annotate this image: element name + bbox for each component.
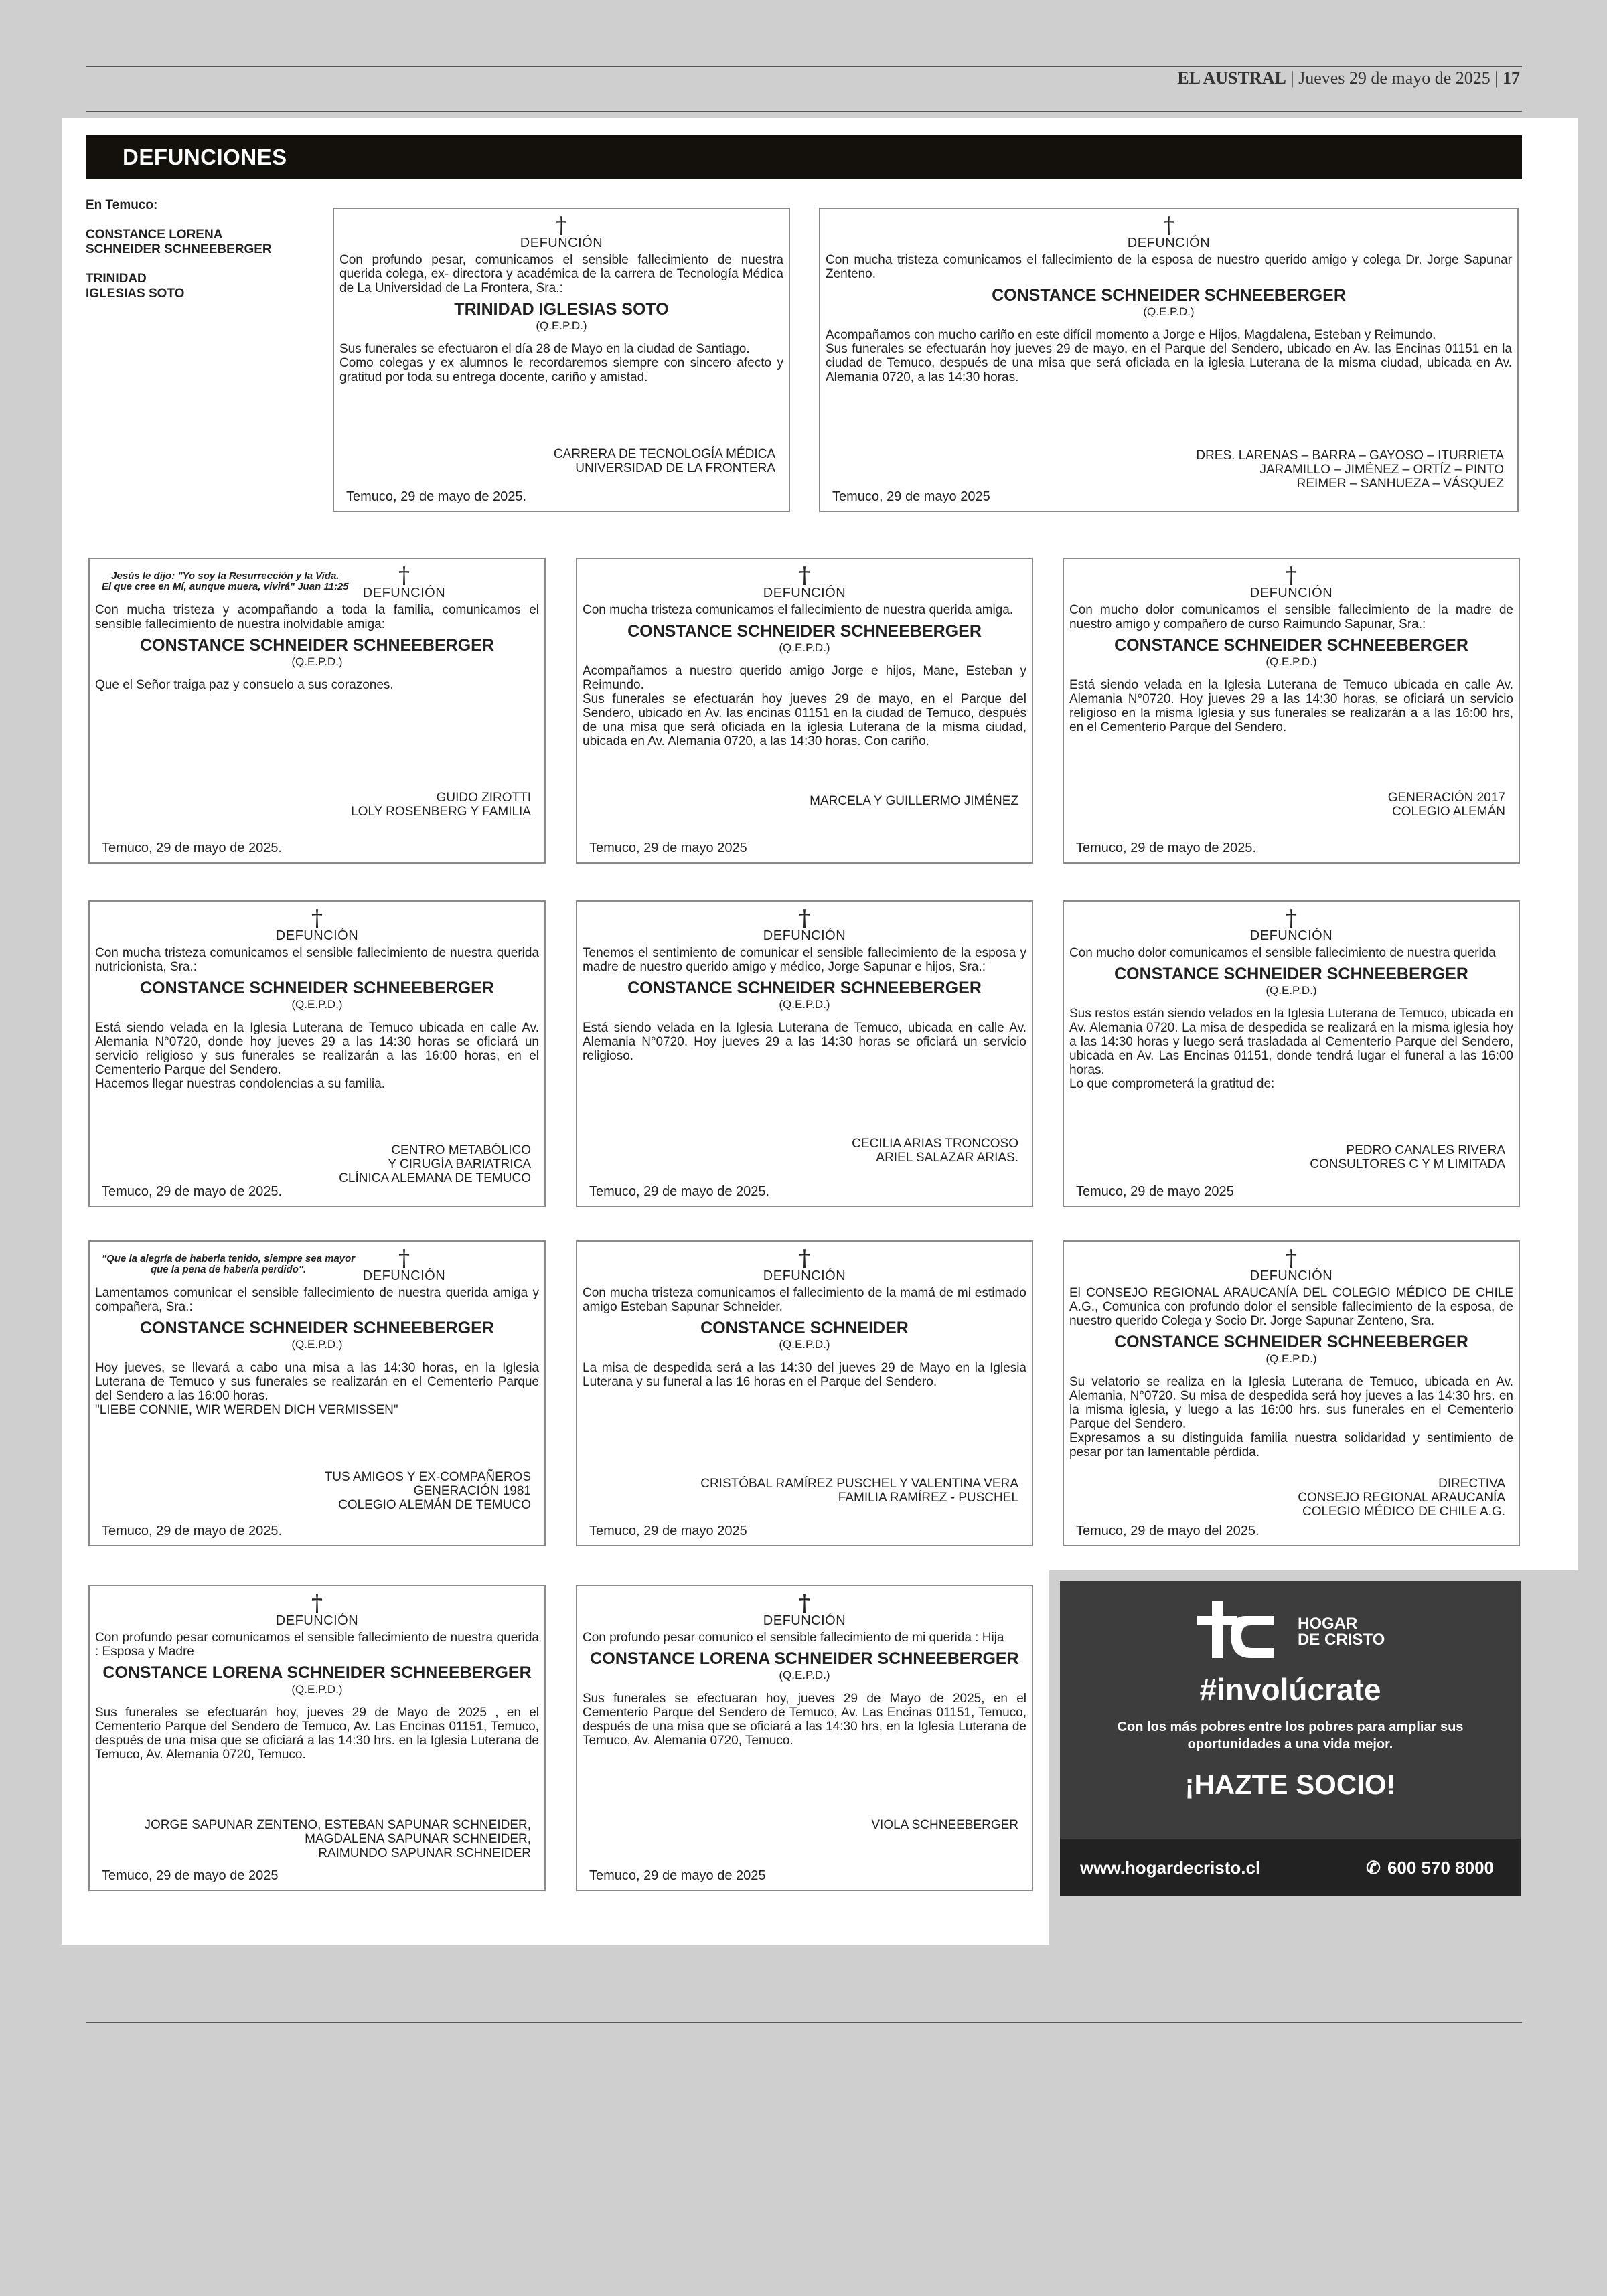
notice-signature: MARCELA Y GUILLERMO JIMÉNEZ — [810, 794, 1018, 808]
phone-icon: ✆ — [1366, 1858, 1381, 1878]
notice-heading: DEFUNCIÓN — [763, 1613, 846, 1628]
notice-content — [826, 213, 1512, 507]
notice-signature: GUIDO ZIROTTI LOLY ROSENBERG Y FAMILIA — [351, 791, 531, 819]
notice-date: Temuco, 29 de mayo 2025 — [832, 489, 990, 504]
notice-date: Temuco, 29 de mayo de 2025. — [1076, 841, 1257, 855]
notice-body: Su velatorio se realiza en la Iglesia Luterana de Temuco, ubicada en Av. Alemania, N°0720. Su misa de despedida será hoy jueves a las 14:30 hrs. en la misma iglesia, y luego a las 16:00 hrs. sus funerales en el Cementerio Parque del Sendero. Expresamos a su distinguida familia nuestra solidaridad y sentimiento de pesar por tan lamentable pérdida. — [1069, 1375, 1513, 1459]
notice-heading: DEFUNCIÓN — [275, 1613, 359, 1628]
hogar-de-cristo-ad[interactable] — [1060, 1581, 1521, 1896]
notice-body: Está siendo velada en la Iglesia Luterana de Temuco ubicada en calle Av. Alemania N°0720. Hoy jueves 29 a las 14:30 horas, se oficiará un servicio religioso en la misma Iglesia y sus funerales se realizarán a a las 16:00 hrs, en el Cementerio Parque del Sendero. — [1069, 678, 1513, 734]
notice-heading: DEFUNCIÓN — [1249, 928, 1333, 943]
index-entry: CONSTANCE LORENA SCHNEIDER SCHNEEBERGER — [86, 228, 272, 256]
top-rule — [86, 66, 1522, 67]
death-notice — [333, 208, 790, 512]
death-notice — [88, 1240, 546, 1546]
index-city: En Temuco: — [86, 198, 158, 212]
notice-heading: DEFUNCIÓN — [763, 1268, 846, 1283]
notice-intro: Con mucha tristeza comunicamos el fallecimiento de la mamá de mi estimado amigo Esteban Sapunar Schneider. — [583, 1286, 1026, 1314]
notice-body: Sus restos están siendo velados en la Iglesia Luterana de Temuco, ubicada en Av. Alemania 0720. La misa de despedida se realizará en la misma iglesia hoy a las 14:30 horas y luego será trasladada al Cementerio Parque del Sendero, ubicada en Av. Las Encinas 01151, donde tendrá lugar el funeral a las 16:00 horas. Lo que comprometerá la gratitud de: — [1069, 1007, 1513, 1091]
notice-signature: TUS AMIGOS Y EX-COMPAÑEROS GENERACIÓN 1981 COLEGIO ALEMÁN DE TEMUCO — [324, 1470, 531, 1512]
notice-signature: CENTRO METABÓLICO Y CIRUGÍA BARIATRICA CLÍNICA ALEMANA DE TEMUCO — [339, 1143, 531, 1185]
header-rule — [86, 111, 1522, 112]
deceased-name: CONSTANCE SCHNEIDER SCHNEEBERGER — [1114, 636, 1468, 655]
masthead: EL AUSTRAL | Jueves 29 de mayo de 2025 | 17 — [1177, 68, 1520, 88]
notice-content — [1069, 563, 1513, 858]
notice-intro: Tenemos el sentimiento de comunicar el sensible fallecimiento de la esposa y madre de nuestro querido amigo y médico, Jorge Sapunar e hijos, Sra.: — [583, 946, 1026, 974]
notice-content — [583, 563, 1026, 858]
newspaper-name: EL AUSTRAL — [1177, 68, 1286, 88]
cross-icon: † — [398, 562, 410, 589]
notice-intro: Lamentamos comunicar el sensible fallecimiento de nuestra querida amiga y compañera, Sra.: — [95, 1286, 539, 1314]
notice-signature: DIRECTIVA CONSEJO REGIONAL ARAUCANÍA COLEGIO MÉDICO DE CHILE A.G. — [1298, 1477, 1505, 1519]
notice-content — [95, 1590, 539, 1886]
notice-content — [1069, 1246, 1513, 1541]
notice-intro: Con profundo pesar, comunicamos el sensible fallecimiento de nuestra querida colega, ex- directora y académica de la carrera de Tecnología Médica de La Universidad de La Frontera, Sra.: — [339, 253, 783, 295]
notice-intro: Con mucha tristeza comunicamos el sensible fallecimiento de nuestra querida nutricionista, Sra.: — [95, 946, 539, 974]
notice-date: Temuco, 29 de mayo de 2025 — [102, 1868, 279, 1883]
qepd-label: (Q.E.P.D.) — [1266, 655, 1317, 668]
notice-signature: DRES. LARENAS – BARRA – GAYOSO – ITURRIETA JARAMILLO – JIMÉNEZ – ORTÍZ – PINTO REIMER – SANHUEZA – VÁSQUEZ — [1196, 448, 1504, 491]
notice-date: Temuco, 29 de mayo de 2025. — [102, 1184, 283, 1199]
section-title: DEFUNCIONES — [123, 145, 287, 169]
notice-heading: DEFUNCIÓN — [1127, 236, 1211, 250]
deceased-name: TRINIDAD IGLESIAS SOTO — [454, 300, 669, 319]
notice-intro: Con profundo pesar comunicamos el sensible fallecimiento de nuestra querida : Esposa y Madre — [95, 1631, 539, 1659]
notice-heading: DEFUNCIÓN — [763, 586, 846, 600]
notice-quote: Jesús le dijo: "Yo soy la Resurrección y la Vida. El que cree en Mí, aunque muera, vivirá" Juan 11:25 — [102, 570, 349, 592]
notice-heading: DEFUNCIÓN — [362, 1268, 446, 1283]
cross-icon: † — [799, 562, 810, 589]
cross-icon: † — [1286, 1245, 1297, 1272]
cross-icon: † — [799, 1590, 810, 1617]
death-notice — [576, 1240, 1033, 1546]
qepd-label: (Q.E.P.D.) — [1266, 1352, 1317, 1365]
notice-content — [95, 563, 539, 858]
notice-body: Hoy jueves, se llevará a cabo una misa a las 14:30 horas, en la Iglesia Luterana de Temuco y sus funerales se realizarán en el Cementerio Parque del Sendero a las 16:00 horas. "LIEBE CONNIE, WIR WERDEN DICH VERMISSEN" — [95, 1361, 539, 1417]
notice-body: Acompañamos con mucho cariño en este difícil momento a Jorge e Hijos, Magdalena, Esteban y Reimundo. Sus funerales se efectuarán hoy jueves 29 de mayo, en el Parque del Sendero, ubicado en Av. las Encinas 01151 en la ciudad de Temuco, después de una misa que será oficiada en la iglesia Luterana de la misma ciudad, ubicada en Av. Alemania 0720, a las 14:30 horas. — [826, 328, 1512, 384]
death-notice — [576, 558, 1033, 864]
notice-date: Temuco, 29 de mayo de 2025. — [102, 841, 283, 855]
hogar-de-cristo-logo — [1197, 1601, 1274, 1658]
death-notice — [88, 558, 546, 864]
notice-date: Temuco, 29 de mayo de 2025. — [589, 1184, 770, 1199]
deceased-name: CONSTANCE SCHNEIDER SCHNEEBERGER — [627, 979, 982, 997]
index-entry: TRINIDAD IGLESIAS SOTO — [86, 272, 185, 301]
qepd-label: (Q.E.P.D.) — [536, 319, 587, 332]
notice-intro: Con mucha tristeza y acompañando a toda la familia, comunicamos el sensible fallecimiento de nuestra inolvidable amiga: — [95, 603, 539, 631]
deceased-name: CONSTANCE SCHNEIDER — [700, 1319, 909, 1337]
notice-body: Sus funerales se efectuarán hoy, jueves 29 de Mayo de 2025 , en el Cementerio Parque del Sendero de Temuco, Av. Las Encinas 01151, Temuco, después de una misa que se oficiará a las 14:30 hrs. en la Iglesia Luterana de Temuco, Av. Alemania 0720, Temuco. — [95, 1706, 539, 1762]
deceased-name: CONSTANCE SCHNEIDER SCHNEEBERGER — [992, 286, 1346, 305]
cross-icon: † — [556, 212, 567, 239]
death-notice — [88, 1585, 546, 1891]
notice-body: La misa de despedida será a las 14:30 del jueves 29 de Mayo en la Iglesia Luterana y su funeral a las 16 horas en el Parque del Sendero. — [583, 1361, 1026, 1389]
notice-signature: PEDRO CANALES RIVERA CONSULTORES C Y M LIMITADA — [1310, 1143, 1505, 1171]
issue-date: Jueves 29 de mayo de 2025 — [1298, 68, 1490, 88]
ad-brand: HOGAR DE CRISTO — [1298, 1615, 1385, 1649]
notice-content — [583, 906, 1026, 1202]
death-notice — [88, 900, 546, 1207]
ad-hashtag: #involúcrate — [1199, 1672, 1381, 1707]
notice-date: Temuco, 29 de mayo del 2025. — [1076, 1524, 1259, 1538]
notice-date: Temuco, 29 de mayo 2025 — [589, 1524, 747, 1538]
notice-date: Temuco, 29 de mayo 2025 — [1076, 1184, 1234, 1199]
notice-body: Que el Señor traiga paz y consuelo a sus corazones. — [95, 678, 394, 692]
notice-heading: DEFUNCIÓN — [1249, 1268, 1333, 1283]
notice-body: Sus funerales se efectuaron el día 28 de Mayo en la ciudad de Santiago. Como colegas y ex alumnos le recordaremos siempre con sincero afecto y gratitud por toda su entrega docente, cariño y amistad. — [339, 342, 783, 384]
notice-date: Temuco, 29 de mayo 2025 — [589, 841, 747, 855]
notice-content — [95, 1246, 539, 1541]
notice-signature: GENERACIÓN 2017 COLEGIO ALEMÁN — [1387, 791, 1505, 819]
death-notice — [1063, 900, 1520, 1207]
notice-index — [86, 198, 307, 316]
notice-intro: Con mucha tristeza comunicamos el fallecimiento de nuestra querida amiga. — [583, 603, 1014, 617]
death-notice — [819, 208, 1519, 512]
page-number: 17 — [1503, 68, 1520, 88]
notice-body: Está siendo velada en la Iglesia Luterana de Temuco ubicada en calle Av. Alemania N°0720, donde hoy jueves 29 a las 14:30 horas se oficiará un servicio religioso y sus funerales se realizarán a las 16:00 horas, en el Cementerio Parque del Sendero. Hacemos llegar nuestras condolencias a su familia. — [95, 1021, 539, 1091]
notice-content — [339, 213, 783, 507]
cross-icon: † — [1286, 905, 1297, 932]
notice-body: Sus funerales se efectuaran hoy, jueves 29 de Mayo de 2025, en el Cementerio Parque del Sendero de Temuco, Av. Las Encinas 01151, Temuco, después de una misa que se oficiará a las 14:30 hrs, en la Iglesia Luterana de Temuco, Av. Alemania 0720, Temuco. — [583, 1692, 1026, 1748]
deceased-name: CONSTANCE LORENA SCHNEIDER SCHNEEBERGER — [102, 1663, 532, 1682]
section-header — [86, 135, 1522, 179]
notice-body: Está siendo velada en la Iglesia Luterana de Temuco, ubicada en calle Av. Alemania N°0720. Hoy jueves 29 a las 14:30 horas se oficiará un servicio religioso. — [583, 1021, 1026, 1063]
qepd-label: (Q.E.P.D.) — [779, 641, 830, 654]
deceased-name: CONSTANCE SCHNEIDER SCHNEEBERGER — [140, 979, 494, 997]
notice-intro: Con profundo pesar comunico el sensible fallecimiento de mi querida : Hija — [583, 1631, 1004, 1645]
notice-heading: DEFUNCIÓN — [1249, 586, 1333, 600]
notice-date: Temuco, 29 de mayo de 2025. — [102, 1524, 283, 1538]
notice-date: Temuco, 29 de mayo de 2025. — [346, 489, 527, 504]
notice-heading: DEFUNCIÓN — [362, 586, 446, 600]
qepd-label: (Q.E.P.D.) — [291, 1683, 343, 1696]
ad-contact-strip — [1060, 1839, 1521, 1896]
qepd-label: (Q.E.P.D.) — [779, 1669, 830, 1682]
ad-phone-number: 600 570 8000 — [1387, 1858, 1494, 1878]
notice-content — [95, 906, 539, 1202]
ad-phone[interactable] — [1366, 1858, 1494, 1878]
bottom-rule — [86, 2022, 1522, 2023]
notice-intro: Con mucho dolor comunicamos el sensible fallecimiento de la madre de nuestro amigo y compañero de curso Raimundo Sapunar, Sra.: — [1069, 603, 1513, 631]
notice-signature: CECILIA ARIAS TRONCOSO ARIEL SALAZAR ARIAS. — [852, 1137, 1018, 1165]
qepd-label: (Q.E.P.D.) — [291, 655, 343, 668]
death-notice — [1063, 558, 1520, 864]
notice-heading: DEFUNCIÓN — [275, 928, 359, 943]
qepd-label: (Q.E.P.D.) — [779, 1338, 830, 1351]
cross-icon: † — [311, 905, 323, 932]
ad-website[interactable]: www.hogardecristo.cl — [1080, 1858, 1261, 1878]
notice-intro: Con mucha tristeza comunicamos el fallecimiento de la esposa de nuestro querido amigo y colega Dr. Jorge Sapunar Zenteno. — [826, 253, 1512, 281]
cross-icon: † — [799, 905, 810, 932]
ad-subtitle: Con los más pobres entre los pobres para ampliar sus oportunidades a una vida mejor. — [1117, 1720, 1464, 1752]
deceased-name: CONSTANCE SCHNEIDER SCHNEEBERGER — [1114, 965, 1468, 983]
notice-quote: "Que la alegría de haberla tenido, siempre sea mayor que la pena de haberla perdido". — [102, 1253, 356, 1275]
notice-intro: El CONSEJO REGIONAL ARAUCANÍA DEL COLEGIO MÉDICO DE CHILE A.G., Comunica con profundo dolor el sensible fallecimiento de la esposa, de nuestro querido Colega y Socio Dr. Jorge Sapunar Zenteno, Sra. — [1069, 1286, 1513, 1328]
cross-icon: † — [1286, 562, 1297, 589]
cross-icon: † — [1163, 212, 1174, 239]
notice-signature: CRISTÓBAL RAMÍREZ PUSCHEL Y VALENTINA VERA FAMILIA RAMÍREZ - PUSCHEL — [700, 1477, 1018, 1505]
qepd-label: (Q.E.P.D.) — [779, 998, 830, 1011]
notice-signature: CARRERA DE TECNOLOGÍA MÉDICA UNIVERSIDAD DE LA FRONTERA — [553, 447, 775, 475]
deceased-name: CONSTANCE SCHNEIDER SCHNEEBERGER — [140, 636, 494, 655]
deceased-name: CONSTANCE SCHNEIDER SCHNEEBERGER — [627, 622, 982, 641]
cross-icon: † — [398, 1245, 410, 1272]
notice-intro: Con mucho dolor comunicamos el sensible fallecimiento de nuestra querida — [1069, 946, 1496, 960]
deceased-name: CONSTANCE SCHNEIDER SCHNEEBERGER — [140, 1319, 494, 1337]
death-notice — [576, 900, 1033, 1207]
death-notice — [1063, 1240, 1520, 1546]
notice-content — [1069, 906, 1513, 1202]
deceased-name: CONSTANCE SCHNEIDER SCHNEEBERGER — [1114, 1333, 1468, 1351]
notice-date: Temuco, 29 de mayo de 2025 — [589, 1868, 766, 1883]
notice-content — [583, 1246, 1026, 1541]
deceased-name: CONSTANCE LORENA SCHNEIDER SCHNEEBERGER — [590, 1649, 1019, 1668]
notice-heading: DEFUNCIÓN — [520, 236, 603, 250]
qepd-label: (Q.E.P.D.) — [1266, 984, 1317, 997]
cross-icon: † — [799, 1245, 810, 1272]
qepd-label: (Q.E.P.D.) — [1143, 305, 1195, 318]
notice-signature: JORGE SAPUNAR ZENTENO, ESTEBAN SAPUNAR SCHNEIDER, MAGDALENA SAPUNAR SCHNEIDER, RAIMUNDO SAPUNAR SCHNEIDER — [144, 1818, 531, 1860]
notice-body: Acompañamos a nuestro querido amigo Jorge e hijos, Mane, Esteban y Reimundo. Sus funerales se efectuarán hoy jueves 29 de mayo, en el Parque del Sendero, ubicado en Av. las encinas 01151 en la ciudad de Temuco, después de una misa que será oficiada en la iglesia Luterana de la misma ciudad, ubicada en Av. Alemania 0720, a las 14:30 horas. Con cariño. — [583, 664, 1026, 748]
death-notice — [576, 1585, 1033, 1891]
notice-signature: VIOLA SCHNEEBERGER — [871, 1818, 1018, 1832]
notice-content — [583, 1590, 1026, 1886]
notice-heading: DEFUNCIÓN — [763, 928, 846, 943]
qepd-label: (Q.E.P.D.) — [291, 998, 343, 1011]
cross-icon: † — [311, 1590, 323, 1617]
qepd-label: (Q.E.P.D.) — [291, 1338, 343, 1351]
ad-cta: ¡HAZTE SOCIO! — [1184, 1769, 1396, 1800]
